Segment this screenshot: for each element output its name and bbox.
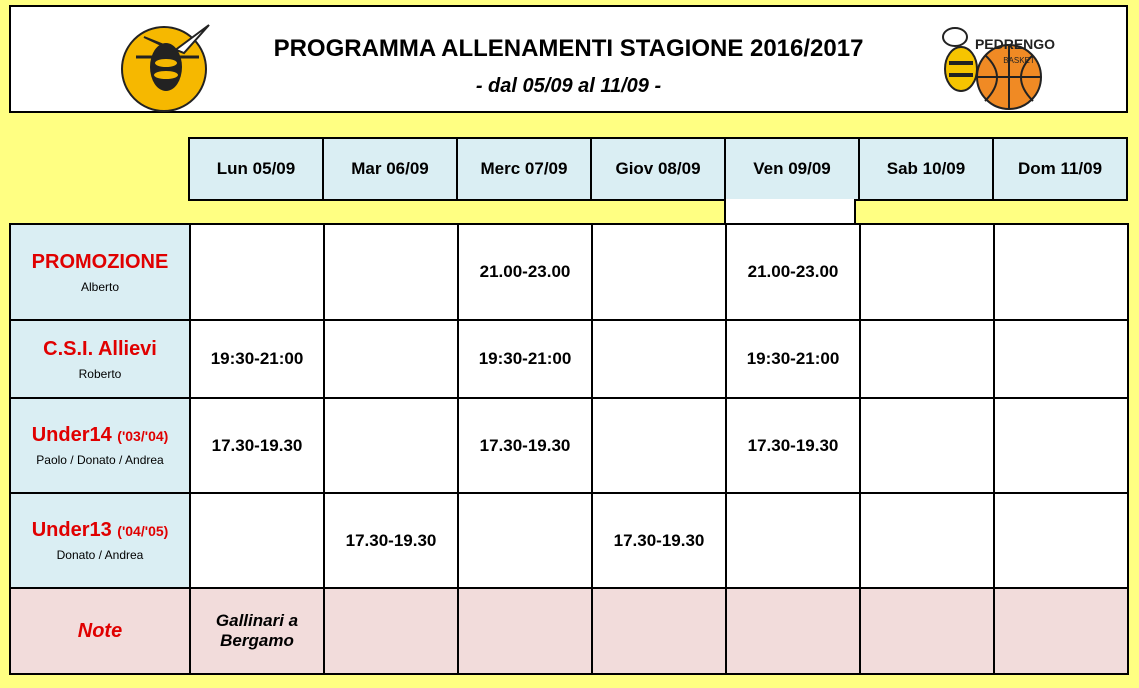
team-name: PROMOZIONE — [31, 250, 169, 273]
coach-name: Donato / Andrea — [56, 548, 144, 562]
day-header: Lun 05/09 — [189, 138, 323, 200]
day-header-row — [188, 137, 1128, 201]
notes-label-cell — [10, 588, 190, 674]
slot-cell — [324, 320, 458, 398]
logo-brand-subtext: BASKET — [1003, 56, 1035, 65]
slot-cell — [324, 224, 458, 320]
slot-cell: 19:30-21:00 — [458, 320, 592, 398]
slot-cell — [726, 493, 860, 588]
schedule-grid — [9, 223, 1129, 675]
table-row — [10, 493, 1128, 588]
note-cell — [860, 588, 994, 674]
note-cell — [726, 588, 860, 674]
team-name: Under14 — [31, 424, 112, 446]
slot-cell — [592, 320, 726, 398]
table-row — [10, 224, 1128, 320]
coach-name: Paolo / Donato / Andrea — [36, 453, 164, 467]
coach-name: Alberto — [80, 279, 120, 294]
day-header: Giov 08/09 — [591, 138, 725, 200]
team-name: C.S.I. Allievi — [43, 337, 157, 360]
notes-row — [10, 588, 1128, 674]
day-header: Merc 07/09 — [457, 138, 591, 200]
team-name-line — [11, 424, 189, 447]
note-cell — [324, 588, 458, 674]
slot-cell: 19:30-21:00 — [726, 320, 860, 398]
slot-cell — [860, 493, 994, 588]
day-header: Mar 06/09 — [323, 138, 457, 200]
table-row — [10, 398, 1128, 493]
slot-cell: 17.30-19.30 — [324, 493, 458, 588]
slot-cell: 21.00-23.00 — [458, 224, 592, 320]
slot-cell: 21.00-23.00 — [726, 224, 860, 320]
slot-cell — [860, 398, 994, 493]
team-years: ('03/'04) — [117, 428, 169, 444]
date-range-subtitle: - dal 05/09 al 11/09 - — [475, 75, 662, 97]
note-cell — [994, 588, 1128, 674]
header-banner — [9, 5, 1128, 113]
team-cell — [10, 320, 190, 398]
logo-brand-text: PEDRENGO — [974, 36, 1056, 52]
page-title: PROGRAMMA ALLENAMENTI STAGIONE 2016/2017 — [273, 35, 864, 62]
slot-cell — [190, 224, 324, 320]
team-cell — [10, 398, 190, 493]
slot-cell — [994, 224, 1128, 320]
slot-cell — [860, 224, 994, 320]
note-cell: Gallinari a Bergamo — [190, 588, 324, 674]
slot-cell — [324, 398, 458, 493]
spacer-cell — [724, 199, 856, 223]
slot-cell: 19:30-21:00 — [190, 320, 324, 398]
team-name: Under13 — [31, 519, 112, 541]
note-cell — [592, 588, 726, 674]
day-header: Sab 10/09 — [859, 138, 993, 200]
slot-cell: 17.30-19.30 — [190, 398, 324, 493]
slot-cell — [592, 224, 726, 320]
slot-cell — [458, 493, 592, 588]
slot-cell — [994, 493, 1128, 588]
team-years: ('04/'05) — [117, 523, 169, 539]
notes-label: Note — [77, 619, 123, 642]
coach-name: Roberto — [78, 366, 122, 381]
day-header: Dom 11/09 — [993, 138, 1127, 200]
slot-cell — [860, 320, 994, 398]
team-name-line — [11, 519, 189, 542]
slot-cell — [994, 398, 1128, 493]
note-cell — [458, 588, 592, 674]
slot-cell: 17.30-19.30 — [726, 398, 860, 493]
table-row — [10, 320, 1128, 398]
team-cell — [10, 493, 190, 588]
slot-cell — [190, 493, 324, 588]
day-header: Ven 09/09 — [725, 138, 859, 200]
slot-cell — [592, 398, 726, 493]
slot-cell: 17.30-19.30 — [458, 398, 592, 493]
slot-cell: 17.30-19.30 — [592, 493, 726, 588]
pedrengo-basket-logo-icon — [927, 19, 1067, 111]
slot-cell — [994, 320, 1128, 398]
team-cell — [10, 224, 190, 320]
